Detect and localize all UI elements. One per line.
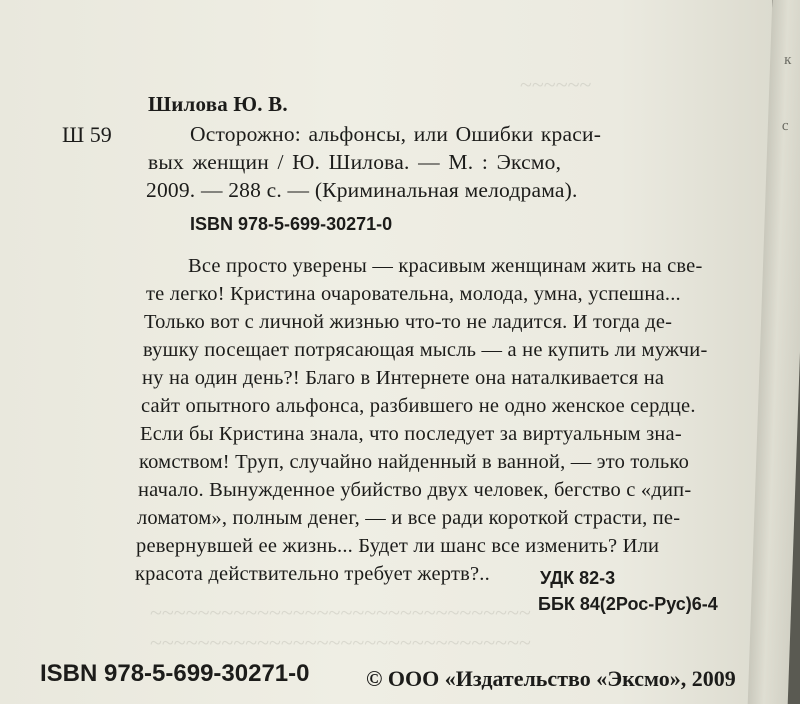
annotation-line: красота действительно требует жертв?.. (135, 563, 490, 585)
annotation-line: ломатом», полным денег, — и все ради короткой страсти, пе- (137, 507, 681, 529)
annotation-line: Все просто уверены — красивым женщинам жить на све- (188, 255, 703, 277)
annotation-line: сайт опытного альфонса, разбившего не одно женское сердце. (141, 395, 696, 417)
annotation-line: начало. Вынужденное убийство двух человек, бегство с «дип- (138, 479, 692, 501)
adjacent-page-letter: с (781, 118, 789, 134)
show-through-text: ~~~~~~ (520, 72, 592, 97)
annotation-line: комством! Труп, случайно найденный в ванной, — это только (139, 451, 690, 473)
copyright-line: © ООО «Издательство «Эксмо», 2009 (366, 666, 736, 691)
show-through-text: ~~~~~~~~~~~~~~~~~~~~~~~~~~~~~~~~ (150, 630, 531, 655)
author-heading: Шилова Ю. В. (148, 92, 288, 116)
isbn-bottom: ISBN 978-5-699-30271-0 (40, 660, 310, 687)
annotation-line: ревернувшей ее жизнь... Будет ли шанс все изменить? Или (136, 535, 660, 557)
title-line-2: вых женщин / Ю. Шилова. — М. : Эксмо, (148, 150, 562, 174)
isbn-top: ISBN 978-5-699-30271-0 (190, 214, 393, 234)
title-line-1: Осторожно: альфонсы, или Ошибки краси- (190, 122, 602, 146)
show-through-text: ~~~~~~~~~~~~~~~~~~~~~~~~~~~~~~~~ (150, 600, 531, 625)
annotation-line: Только вот с личной жизнью что-то не ладится. И тогда де- (144, 311, 673, 333)
title-line-3: 2009. — 288 с. — (Криминальная мелодрама). (146, 178, 578, 202)
library-cipher: Ш 59 (62, 122, 112, 147)
annotation-line: Если бы Кристина знала, что последует за виртуальным зна- (140, 423, 682, 445)
udk-code: УДК 82-3 (540, 568, 616, 588)
annotation-line: вушку посещает потрясающая мысль — а не купить ли мужчи- (143, 339, 708, 361)
annotation-line: ну на один день?! Благо в Интернете она наталкивается на (142, 367, 665, 389)
bbk-code: ББК 84(2Рос-Рус)6-4 (538, 594, 718, 614)
adjacent-page-letter: к (783, 52, 792, 68)
annotation-line: те легко! Кристина очаровательна, молода, умна, успешна... (146, 283, 681, 305)
